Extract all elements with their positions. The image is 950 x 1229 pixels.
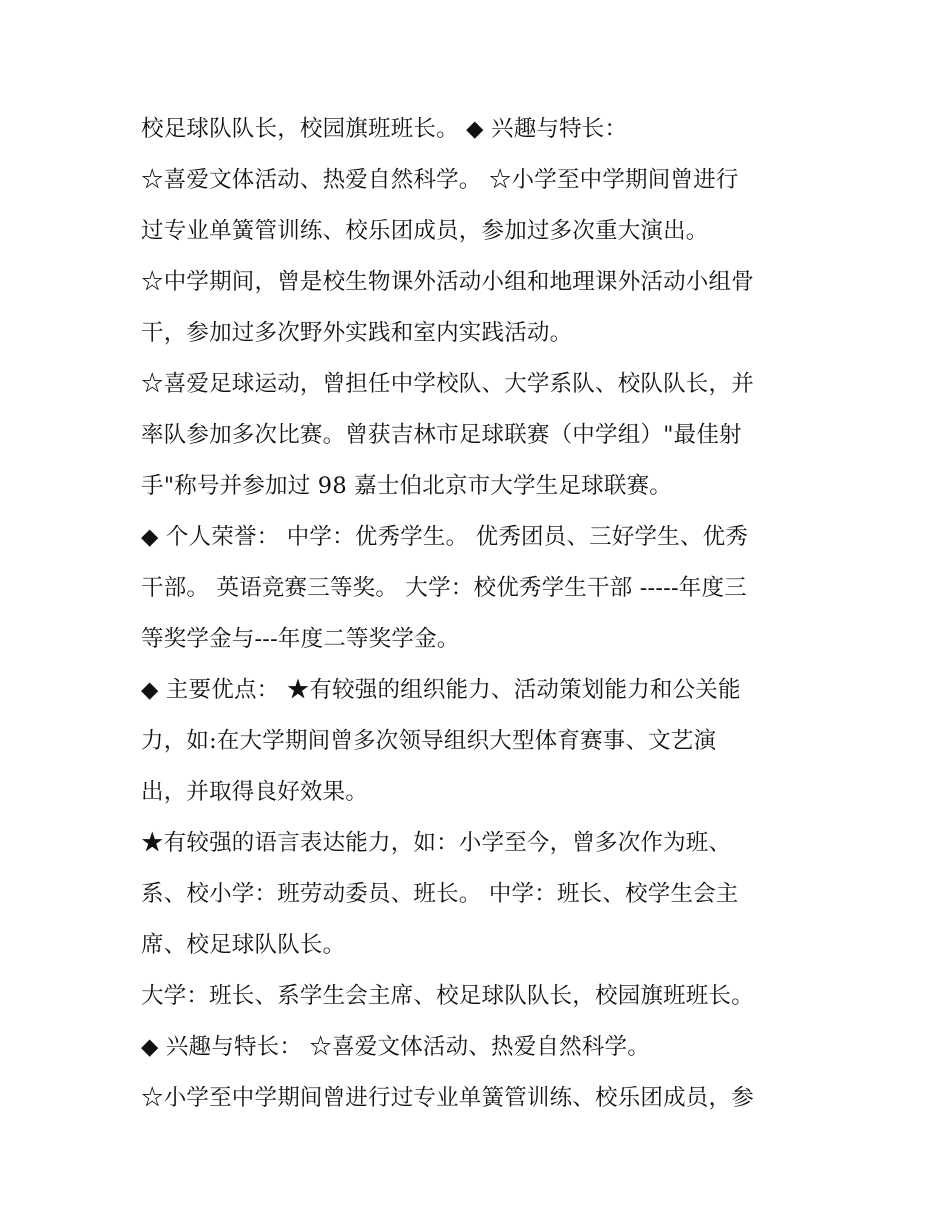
text-line: 手"称号并参加过 98 嘉士伯北京市大学生足球联赛。 — [141, 473, 672, 499]
text-line: 校足球队队长，校园旗班班长。 ◆ 兴趣与特长： — [141, 116, 628, 142]
document-body — [141, 104, 831, 1124]
text-line: 率队参加多次比赛。曾获吉林市足球联赛（中学组）"最佳射 — [141, 422, 742, 448]
text-line: 等奖学金与---年度二等奖学金。 — [141, 626, 460, 652]
text-line: 大学：班长、系学生会主席、校足球队队长，校园旗班班长。 — [141, 983, 754, 1009]
text-line: ☆喜爱文体活动、热爱自然科学。 ☆小学至中学期间曾进行 — [141, 167, 739, 193]
text-line: ★有较强的语言表达能力，如：小学至今，曾多次作为班、 — [141, 830, 732, 856]
text-line: 席、校足球队队长。 — [141, 932, 346, 958]
text-line: ☆喜爱足球运动，曾担任中学校队、大学系队、校队队长，并 — [141, 371, 754, 397]
text-line: ◆ 兴趣与特长： ☆喜爱文体活动、热爱自然科学。 — [141, 1034, 650, 1060]
text-line: ◆ 个人荣誉： 中学：优秀学生。 优秀团员、三好学生、优秀 — [141, 524, 749, 550]
text-line: 干部。 英语竞赛三等奖。 大学：校优秀学生干部 -----年度三 — [141, 575, 747, 601]
text-line: ☆小学至中学期间曾进行过专业单簧管训练、校乐团成员，参 — [141, 1085, 754, 1111]
text-line: 过专业单簧管训练、校乐团成员，参加过多次重大演出。 — [141, 218, 709, 244]
text-line: 出，并取得良好效果。 — [141, 779, 369, 805]
text-line: ☆中学期间，曾是校生物课外活动小组和地理课外活动小组骨 — [141, 269, 754, 295]
text-line: 力，如:在大学期间曾多次领导组织大型体育赛事、文艺演 — [141, 728, 717, 754]
text-line: ◆ 主要优点： ★有较强的组织能力、活动策划能力和公关能 — [141, 677, 741, 703]
text-line: 干，参加过多次野外实践和室内实践活动。 — [141, 320, 573, 346]
text-line: 系、校小学：班劳动委员、班长。 中学：班长、校学生会主 — [141, 881, 739, 907]
